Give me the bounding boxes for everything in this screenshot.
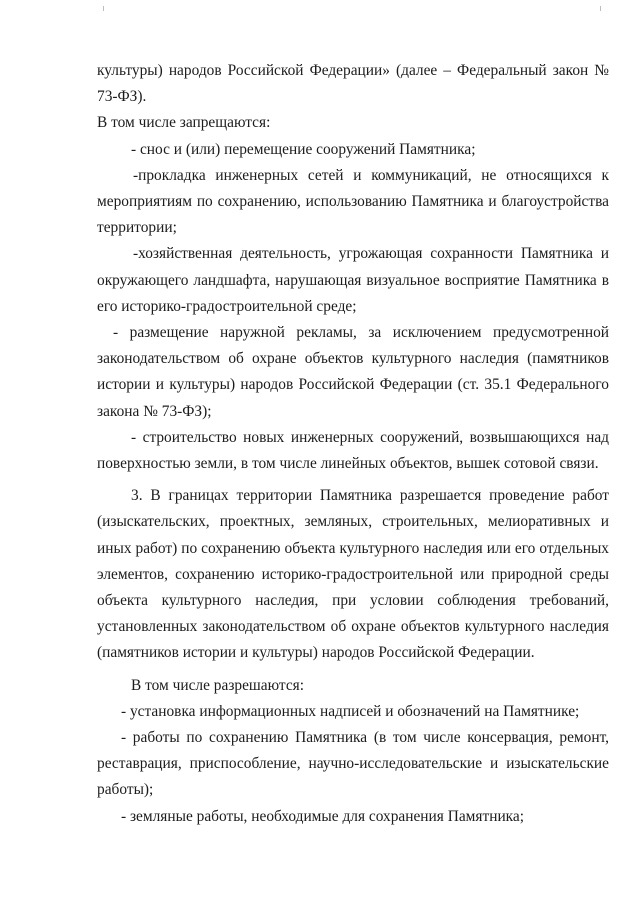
paragraph-prohibited-heading: В том числе запрещаются: — [97, 114, 271, 132]
paragraph-section-3: 3. В границах территории Памятника разрешается проведение работ (изыскательских, проектных, земляных, строительных, мелиоративных и иных работ) по сохранению объекта культурного наследия или его отдельных элементов, сохранению историко-градостроительной или природной среды объекта культурного наследия, при условии соблюдения требований, установленных законодательством об охране объектов культурного наследия (памятников истории и культуры) народов Российской Федерации. — [97, 487, 609, 662]
list-item-demolition: - снос и (или) перемещение сооружений Памятника; — [131, 140, 476, 158]
paragraph-permitted-heading: В том числе разрешаются: — [131, 676, 305, 694]
scan-edge-mark-left — [103, 6, 104, 11]
list-item-preservation-works: - работы по сохранению Памятника (в том числе консервация, ремонт, реставрация, приспособление, научно-исследовательские и изыскательские работы); — [97, 729, 609, 799]
list-item-information-signs: - установка информационных надписей и обозначений на Памятнике; — [121, 702, 580, 720]
document-body — [97, 58, 609, 830]
list-item-advertising: - размещение наружной рекламы, за исключением предусмотренной законодательством об охране объектов культурного наследия (памятников истории и культуры) народов Российской Федерации (ст. 35.1 Федерального закона № 73-ФЗ); — [97, 324, 609, 420]
scan-edge-mark-right — [600, 6, 601, 11]
paragraph-law-reference: культуры) народов Российской Федерации» (далее – Федеральный закон № 73-ФЗ). — [97, 62, 609, 106]
list-item-utility-networks: -прокладка инженерных сетей и коммуникаций, не относящихся к мероприятиям по сохранению, использованию Памятника и благоустройства территории; — [97, 166, 609, 237]
list-item-new-structures: - строительство новых инженерных сооружений, возвышающихся над поверхностью земли, в том числе линейных объектов, вышек сотовой связи. — [97, 428, 609, 473]
list-item-economic-activity: -хозяйственная деятельность, угрожающая сохранности Памятника и окружающего ландшафта, нарушающая визуальное восприятие Памятника в его историко-градостроительной среде; — [97, 245, 609, 315]
list-item-earthworks: - земляные работы, необходимые для сохранения Памятника; — [121, 807, 525, 825]
